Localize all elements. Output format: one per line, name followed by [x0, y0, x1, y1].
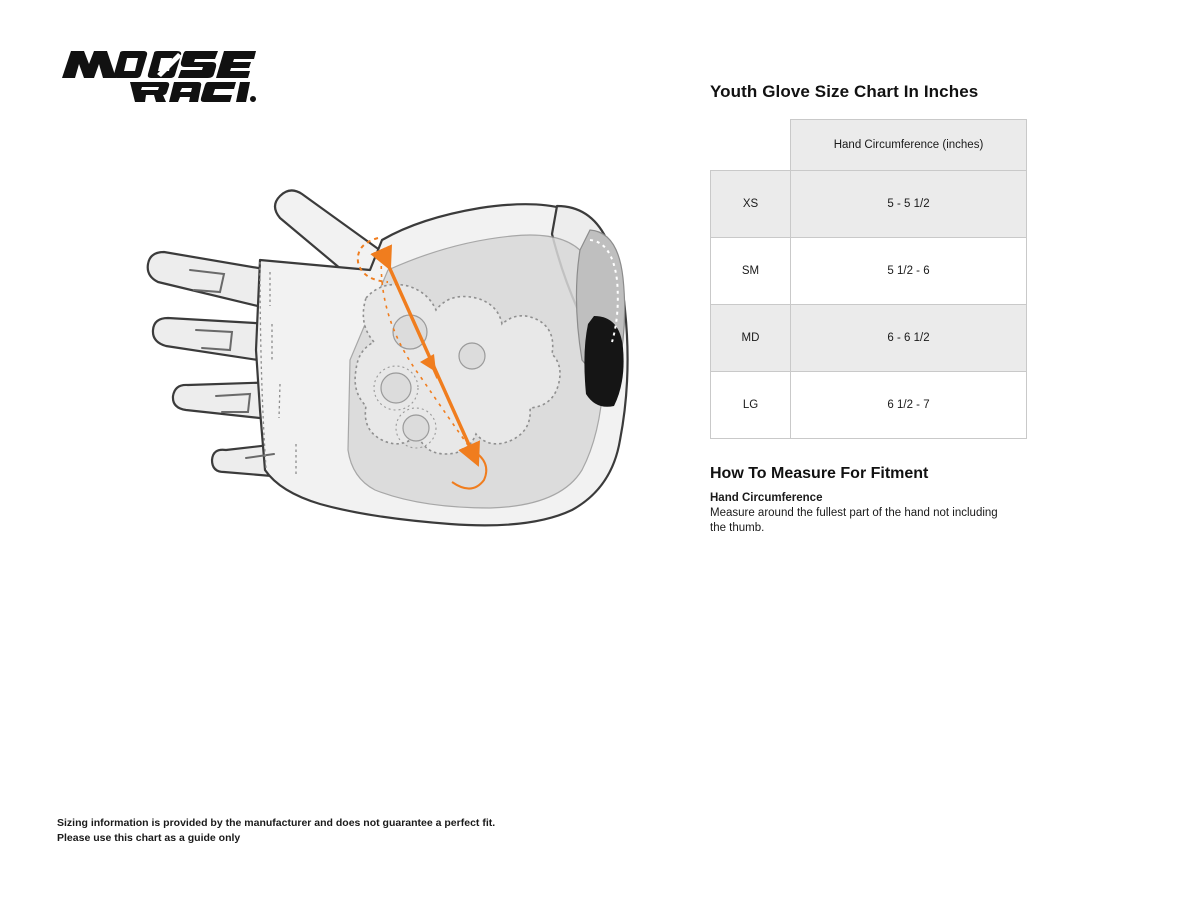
table-row — [711, 305, 1027, 372]
table-header-hand-circumference: Hand Circumference (inches) — [791, 120, 1027, 171]
how-to-measure-title: How To Measure For Fitment — [710, 465, 929, 482]
table-row — [711, 171, 1027, 238]
disclaimer — [57, 816, 677, 846]
page-title: Youth Glove Size Chart In Inches — [710, 82, 979, 101]
glove-measurement-diagram — [120, 110, 700, 540]
size-label: XS — [711, 171, 791, 238]
table-row — [711, 238, 1027, 305]
table-row — [711, 372, 1027, 439]
disclaimer-line-2: Please use this chart as a guide only — [57, 832, 241, 845]
size-label: SM — [711, 238, 791, 305]
how-to-measure-body: Measure around the fullest part of the hand not including the thumb. — [710, 507, 998, 535]
size-chart-panel — [710, 82, 1130, 536]
disclaimer-line-1: Sizing information is provided by the manufacturer and does not guarantee a perfect fit. — [57, 817, 496, 829]
size-value: 5 1/2 - 6 — [791, 238, 1027, 305]
size-value: 6 - 6 1/2 — [791, 305, 1027, 372]
table-header-corner — [711, 120, 791, 171]
size-label: MD — [711, 305, 791, 372]
moose-racing-logo — [58, 44, 258, 106]
size-value: 6 1/2 - 7 — [791, 372, 1027, 439]
size-chart-table — [710, 119, 1027, 439]
size-value: 5 - 5 1/2 — [791, 171, 1027, 238]
table-header-row — [711, 120, 1027, 171]
how-to-measure-subtitle: Hand Circumference — [710, 492, 823, 504]
size-label: LG — [711, 372, 791, 439]
